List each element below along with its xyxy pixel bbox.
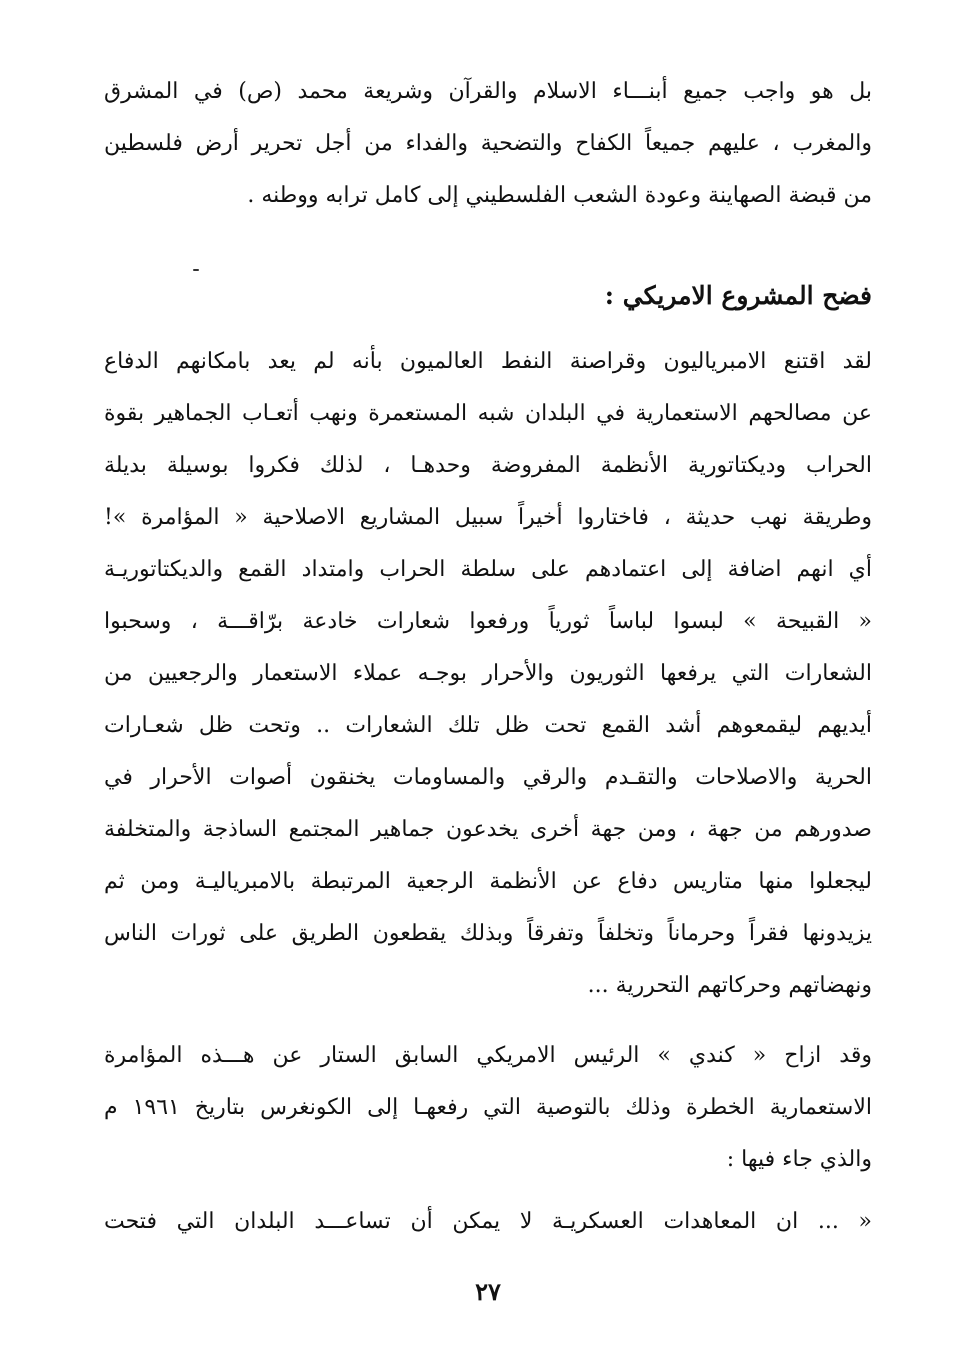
text-line: أيديهم ليقمعوهم أشد القمع تحت ظل تلك الشعارات .. وتحت ظل شعـارات bbox=[104, 713, 872, 738]
paragraph-1 bbox=[104, 66, 872, 222]
text-line: أي انهم اضافة إلى اعتمادهم على سلطة الحراب وامتداد القمع والديكتاتوريـة bbox=[104, 557, 872, 582]
text-line: ونهضاتهم وحركاتهم التحررية ... bbox=[587, 973, 872, 998]
text-line: الشعارات التي يرفعها الثوريون والأحرار بوجـه عملاء الاستعمار والرجعيين من bbox=[104, 661, 872, 686]
text-line: وطريقة نهب حديثة ، فاختاروا أخيراً سبيل المشاريع الاصلاحية « المؤامرة »! bbox=[104, 505, 872, 530]
text-line: الحرية والاصلاحات والتقـدم والرقي والمساومات يخنقون أصوات الأحرار في bbox=[104, 765, 872, 790]
paragraph-4-quote bbox=[104, 1196, 872, 1248]
text-line: ليجعلوا منها متاريس دفاع عن الأنظمة الرجعية المرتبطة بالامبرياليـة ومن ثم bbox=[104, 869, 872, 894]
text-line: والذي جاء فيها : bbox=[726, 1147, 872, 1172]
text-line: يزيدونها فقراً وحرماناً وتخلفاً وتفرقاً وبذلك يقطعون الطريق على ثورات الناس bbox=[104, 921, 872, 946]
text-line: وقد ازاح « كندي » الرئيس الامريكي السابق الستار عن هـــذه المؤامرة bbox=[104, 1043, 872, 1068]
text-line: بل هو واجب جميع أبنـــاء الاسلام والقرآن وشريعة محمد (ص) في المشرق bbox=[104, 79, 872, 104]
text-line: من قبضة الصهاينة وعودة الشعب الفلسطيني إلى كامل ترابه ووطنه . bbox=[247, 183, 872, 208]
stray-ink-mark bbox=[193, 269, 199, 271]
text-line: الاستعمارية الخطرة وذلك بالتوصية التي رفعهـا إلى الكونغرس بتاريخ ١٩٦١ م bbox=[104, 1095, 872, 1120]
section-heading: فضح المشروع الامريكي : bbox=[604, 281, 872, 310]
paragraph-3 bbox=[104, 1030, 872, 1186]
text-line: والمغرب ، عليهم جميعاً الكفاح والتضحية والفداء من أجل تحرير أرض فلسطين bbox=[104, 131, 872, 156]
text-line: صدورهم من جهة ، ومن جهة أخرى يخدعون جماهير المجتمع الساذجة والمتخلفة bbox=[104, 817, 872, 842]
page-number: ٢٧ bbox=[475, 1277, 501, 1306]
text-line: الحراب وديكتاتورية الأنظمة المفروضة وحدهـا ، لذلك فكروا بوسيلة بديلة bbox=[104, 453, 872, 478]
paragraph-2 bbox=[104, 336, 872, 1012]
text-line: لقد اقتنع الامبرياليون وقراصنة النفط العالميون بأنه لم يعد بامكانهم الدفاع bbox=[104, 349, 872, 374]
text-line: « القبيحة » لبسوا لباساً ثورياً ورفعوا شعارات خادعة برّاقـــة ، وسحبوا bbox=[104, 609, 872, 634]
text-line: « ... ان المعاهدات العسكريـة لا يمكن أن تساعـــد البلدان التي فتحت bbox=[104, 1209, 872, 1234]
text-line: عن مصالحهم الاستعمارية في البلدان شبه المستعمرة ونهب أتعـاب الجماهير بقوة bbox=[104, 401, 872, 426]
